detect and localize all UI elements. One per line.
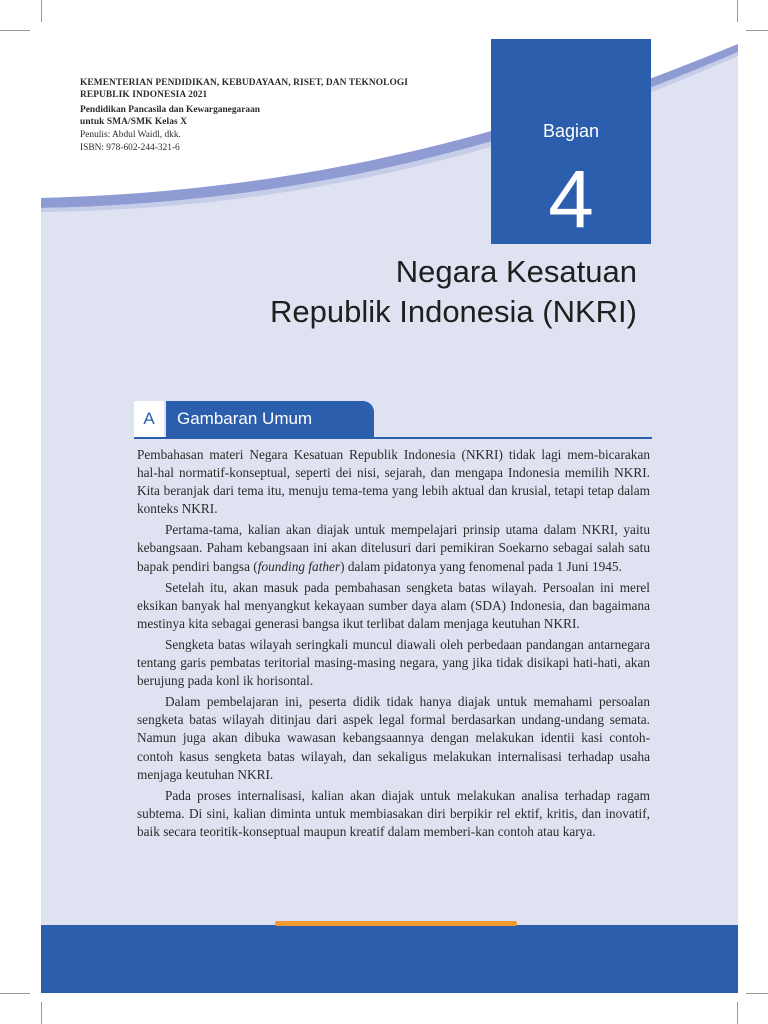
publisher-line-1: KEMENTERIAN PENDIDIKAN, KEBUDAYAAN, RISET, DAN TEKNOLOGI bbox=[80, 78, 409, 88]
paragraph-3: Setelah itu, akan masuk pada pembahasan sengketa batas wilayah. Persoalan ini merel eksikan banyak hal menyangkut kekayaan sumber daya alam (SDA) Indonesia, dan bagaimana mestinya kita sebagai generasi bangsa ikut terlibat dalam menjaga keutuhan NKRI. bbox=[137, 579, 650, 631]
publisher-line-2: REPUBLIK INDONESIA 2021 bbox=[80, 90, 208, 100]
isbn-line: ISBN: 978-602-244-321-6 bbox=[80, 142, 180, 153]
paragraph-2-part-1: Pertama-tama, kalian akan diajak untuk mempelajari prinsip utama dalam NKRI, yaitu kebangsaan. Paham kebangsaan ini akan ditelusuri dari pemikiran Soekarno sebagai salah satu bapak pendiri bangsa ( bbox=[137, 522, 650, 574]
crop-mark-bottom-right-v bbox=[737, 1002, 738, 1024]
footer-band bbox=[41, 925, 738, 993]
section-letter: A bbox=[134, 401, 164, 437]
section-heading bbox=[134, 401, 652, 439]
crop-mark-bottom-left-h bbox=[0, 993, 30, 994]
paragraph-4: Sengketa batas wilayah seringkali muncul diawali oleh perbedaan pandangan antarnegara tentang garis pembatas teritorial masing-masing negara, yang jika tidak disikapi hati-hati, akan berujung pada konl ik horisontal. bbox=[137, 636, 650, 689]
chapter-number: 4 bbox=[548, 154, 594, 245]
chapter-label: Bagian bbox=[542, 121, 600, 141]
book-metadata bbox=[80, 77, 460, 154]
footer-accent-bar bbox=[275, 921, 517, 926]
section-title: Gambaran Umum bbox=[166, 401, 374, 437]
book-title-line-1: Pendidikan Pancasila dan Kewarganegaraan bbox=[80, 105, 260, 115]
body-text bbox=[137, 446, 650, 844]
chapter-title bbox=[270, 252, 637, 332]
paragraph-2-part-2: ) dalam pidatonya yang fenomenal pada 1 Juni 1945. bbox=[340, 558, 622, 574]
paragraph-2-italic-term: founding father bbox=[257, 558, 341, 574]
crop-mark-top-left-h bbox=[0, 30, 30, 31]
crop-mark-top-right-h bbox=[746, 30, 768, 31]
paragraph-5: Dalam pembelajaran ini, peserta didik tidak hanya diajak untuk memahami persoalan sengketa batas wilayah ditinjau dari aspek legal formal berdasarkan undang-undang semata. Namun juga akan dibuka wawasan kebangsaannya dengan melakukan identii kasi contoh-contoh kasus sengketa batas wilayah, dan sekaligus melakukan internalisasi terhadap usaha menjaga keutuhan NKRI. bbox=[137, 694, 650, 782]
chapter-title-line-1: Negara Kesatuan bbox=[395, 254, 637, 289]
section-rule bbox=[134, 437, 652, 439]
book-title-line-2: untuk SMA/SMK Kelas X bbox=[80, 117, 188, 127]
paragraph-2 bbox=[137, 521, 650, 575]
chapter-title-line-2: Republik Indonesia (NKRI) bbox=[269, 294, 637, 329]
paragraph-6: Pada proses internalisasi, kalian akan diajak untuk melakukan analisa terhadap ragam subtema. Di sini, kalian diminta untuk membiasakan diri berpikir rel ektif, kritis, dan inovatif, baik secara teoritik-konseptual maupun kreatif dalam memberi-kan contoh atau karya. bbox=[137, 787, 650, 839]
crop-mark-top-left-v bbox=[41, 0, 42, 22]
crop-mark-bottom-right-h bbox=[746, 993, 768, 994]
paragraph-1: Pembahasan materi Negara Kesatuan Republik Indonesia (NKRI) tidak lagi mem-bicarakan hal-hal normatif-konseptual, seperti dei nisi, sejarah, dan mengapa Indonesia memilih NKRI. Kita beranjak dari tema itu, menuju tema-tema yang lebih aktual dan krusial, tetapi tetap dalam konteks NKRI. bbox=[137, 447, 650, 517]
author-line: Penulis: Abdul Waidl, dkk. bbox=[80, 130, 181, 140]
crop-mark-bottom-left-v bbox=[41, 1002, 42, 1024]
book-page bbox=[41, 30, 738, 993]
chapter-badge bbox=[491, 39, 651, 244]
crop-mark-top-right-v bbox=[737, 0, 738, 22]
